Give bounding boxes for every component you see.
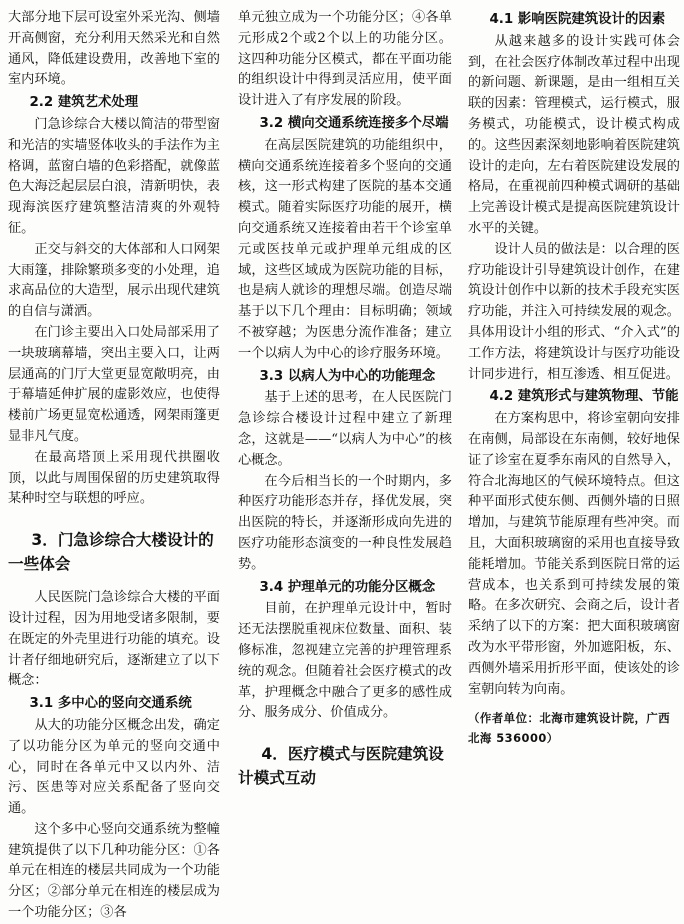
- section-heading-4-2: 4.2 建筑形式与建筑物理、节能: [489, 389, 679, 405]
- paragraph: 基于上述的思考，在人民医院门急诊综合楼设计过程中建立了新理念，这就是——“以病人为中心”的核心概念。: [238, 390, 452, 468]
- section-heading-3-1: 3.1 多中心的竖向交通系统: [29, 696, 192, 712]
- column-left: [8, 8, 220, 924]
- paragraph: 大部分地下层可设室外采光沟、侧墙开高侧窗，充分利用天然采光和自然通风，降低建设费用，改善地下室的室内环境。: [8, 10, 220, 88]
- paragraph: 设计人员的做法是：以合理的医疗功能设计引导建筑设计创作，在建筑设计创作中以新的技术手段充实医疗功能，并注入可持续发展的观念。具体用设计小组的形式、“介入式”的工作方法，将建筑设计与医疗功能设计同步进行，相互渗透、相互促进。: [468, 241, 680, 382]
- paragraph: 正交与斜交的大体部和人口网架大雨篷，排除繁琐多变的小处理，追求高品位的大造型，展示出现代建筑的自信与潇洒。: [8, 241, 220, 320]
- paragraph: 在高层医院建筑的功能组织中，横向交通系统连接着多个竖向的交通核，这一形式构建了医院的基本交通模式。随着实际医疗功能的展开，横向交通系统又连接着由若干个诊室单元或医技单元或护理单元组成的区域，这些区域成为医院功能的目标，也是病人就诊的理想尽端。创造尽端基于以下几个理由：目标明确；领域不被穿越；为医患分流作准备；建立一个以病人为中心的诊疗服务环境。: [238, 137, 452, 361]
- paragraph: 在今后相当长的一个时期内，多种医疗功能形态并存，择优发展，突出医院的特长，并逐渐形成向先进的医疗功能形态演变的一种良性发展趋势。: [238, 473, 452, 572]
- paragraph: 在门诊主要出入口处局部采用了一块玻璃幕墙，突出主要入口，让两层通高的门厅大堂更显宽敞明亮，由于幕墙延伸扩展的虚影效应，也使得楼前广场更显宽松通透，网架雨篷更显非凡气度。: [8, 324, 220, 444]
- column-right: [468, 8, 680, 748]
- section-heading-4-1: 4.1 影响医院建筑设计的因素: [489, 12, 666, 27]
- paragraph: 在最高塔顶上采用现代拱圈收顶，以此与周围保留的历史建筑取得某种时空与联想的呼应。: [8, 449, 220, 507]
- paragraph: 单元独立成为一个功能分区；④各单元形成2个或2个以上的功能分区。这四种功能分区模式，都在平面功能的组织设计中得到灵活应用，使平面设计进入了有序发展的阶段。: [238, 10, 452, 109]
- paragraph: 在方案构思中，将诊室朝向安排在南侧，局部设在东南侧，较好地保证了诊室在夏季东南风的自然导入，符合北海地区的气候环境特点。但这种平面形式使东侧、西侧外墙的日照增加，与建筑节能原理有些冲突。而且，大面积玻璃窗的采用也直接导致能耗增加。节能关系到医院日常的运营成本，也关系到可持续发展的策略。在多次研究、会商之后，设计者采纳了以下的方案：把大面积玻璃窗改为水平带形窗，外加遮阳板，东、西侧外墙采用折形平面，使该处的诊室朝向转为向南。: [468, 411, 680, 697]
- paragraph: 人民医院门急诊综合大楼的平面设计过程，因为用地受诸多限制，要在既定的外壳里进行功能的填充。设计者仔细地研究后，逐渐建立了以下概念：: [8, 590, 220, 689]
- paragraph: 门急诊综合大楼以简洁的带型窗和光洁的实墙竖体收头的手法作为主格调，蓝窗白墙的色彩搭配，就像蓝色大海泛起层层白浪，清新明快，表现海滨医疗建筑整洁清爽的外观特征。: [8, 116, 220, 236]
- section-heading-3-4: 3.4 护理单元的功能分区概念: [259, 579, 436, 595]
- section-heading-3-3: 3.3 以病人为中心的功能理念: [259, 368, 436, 384]
- section-heading-4: 4．医疗模式与医院建筑设计模式互动: [238, 745, 444, 788]
- author-affiliation: （作者单位：北海市建筑设计院，广西 北海 536000）: [468, 711, 671, 746]
- paragraph: 目前，在护理单元设计中，暂时还无法摆脱重视床位数量、面积、装修标准，忽视建立完善的护理管理系统的观念。但随着社会医疗模式的改革，护理概念中融合了更多的感性成分、服务成分、价值成分。: [238, 601, 452, 721]
- section-heading-2-2: 2.2 建筑艺术处理: [29, 95, 139, 111]
- section-heading-3: 3．门急诊综合大楼设计的一些体会: [8, 531, 214, 574]
- paragraph: 从大的功能分区概念出发，确定了以功能分区为单元的竖向交通中心，同时在各单元中又以内外、洁污、医患等对应关系配备了竖向交通。: [8, 717, 220, 817]
- paragraph: 从越来越多的设计实践可体会到，在社会医疗体制改革过程中出现的新问题、新课题，是由一组相互关联的因素：管理模式，运行模式，服务模式，功能模式，设计模式构成的。这些因素深刻地影响着医院建筑设计的走向，左右着医院建设发展的格局，在重视前四种模式调研的基础上完善设计模式是提高医院建筑设计水平的关键。: [468, 33, 680, 236]
- section-heading-3-2: 3.2 横向交通系统连接多个尽端: [259, 115, 449, 131]
- column-middle: [238, 8, 452, 802]
- paragraph: 这个多中心竖向交通系统为整幢建筑提供了以下几种功能分区：①各单元在相连的楼层共同成为一个功能分区；②部分单元在相连的楼层成为一个功能分区；③各: [8, 821, 220, 921]
